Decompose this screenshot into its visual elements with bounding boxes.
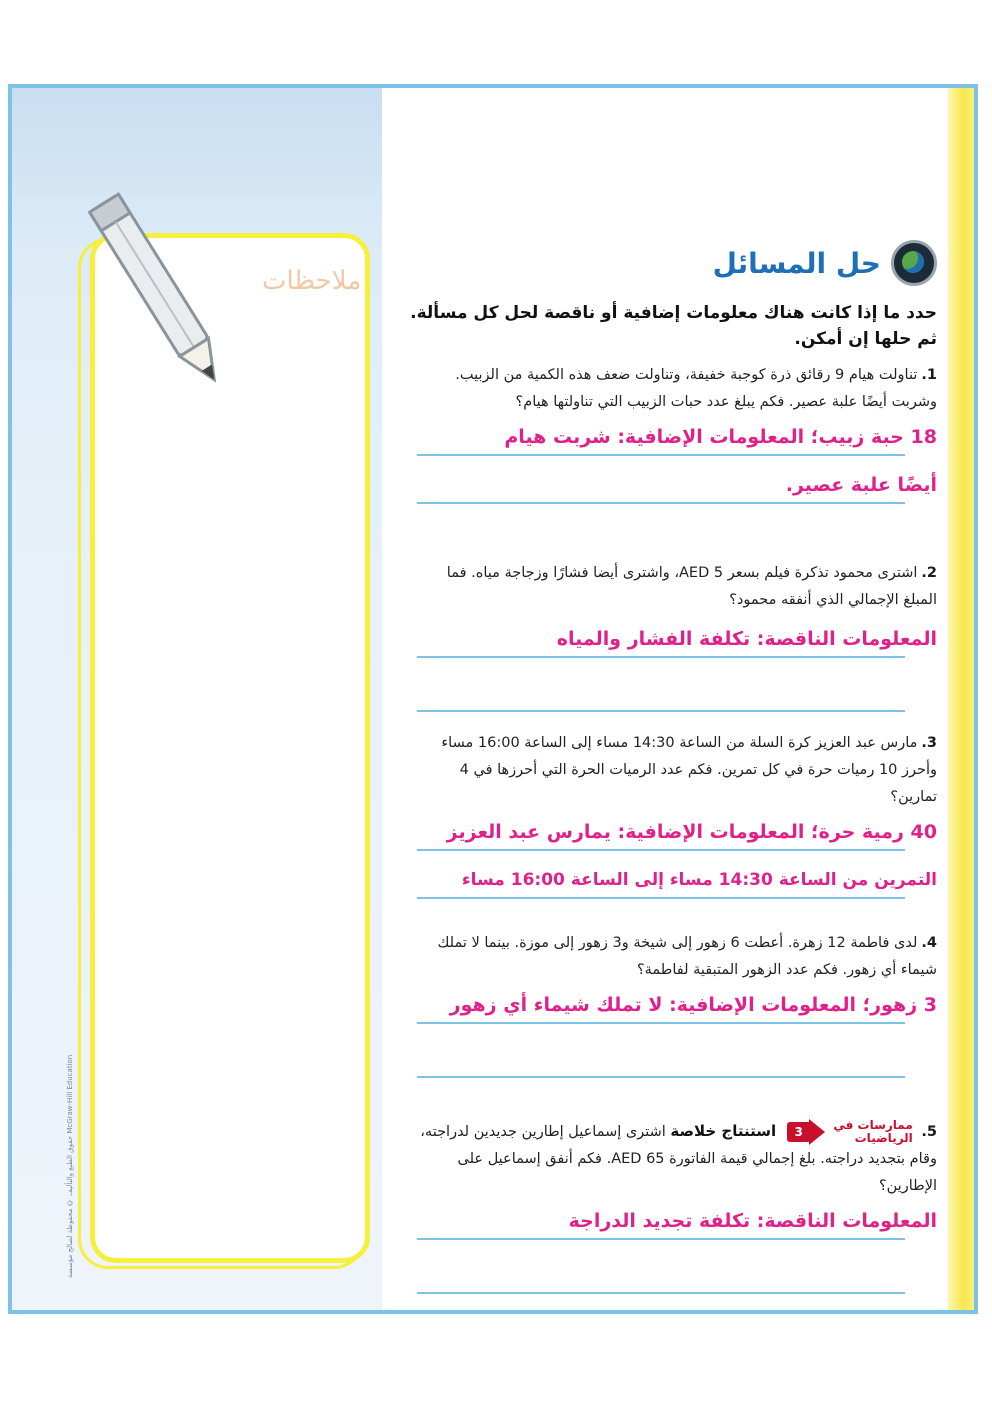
problem-4 — [417, 930, 937, 1078]
answer-line-1: المعلومات الناقصة: تكلفة تجديد الدراجة — [417, 1206, 937, 1240]
page-frame — [8, 84, 978, 1314]
math-practice-label: ممارسات في الرياضيات — [833, 1118, 913, 1145]
skill-label: استنتاج خلاصة — [670, 1122, 777, 1140]
answer-line-1: المعلومات الناقصة: تكلفة الفشار والمياه — [417, 624, 937, 658]
answer-line-1: 40 رمية حرة؛ المعلومات الإضافية: يمارس عبد العزيز — [417, 817, 937, 851]
answer-line-2 — [417, 1246, 937, 1294]
section-instruction: حدد ما إذا كانت هناك معلومات إضافية أو ناقصة لحل كل مسألة. ثم حلها إن أمكن. — [410, 303, 937, 349]
pencil-icon — [82, 168, 232, 408]
answer-line-1: 18 حبة زبيب؛ المعلومات الإضافية: شربت هيام — [417, 422, 937, 456]
problem-question: 1.تناولت هيام 9 رقائق ذرة كوجبة خفيفة، وتناولت ضعف هذه الكمية من الزبيب. وشربت أيضًا علبة عصير. فكم يبلغ عدد حبات الزبيب التي تناولتها هيام؟ — [455, 367, 937, 410]
right-decorative-strip — [948, 88, 974, 1314]
answer-line-2 — [417, 664, 937, 712]
section-header — [713, 238, 937, 288]
problem-question: 2.اشترى محمود تذكرة فيلم بسعر 5 AED، واشترى أيضا فشارًا وزجاجة مياه. فما المبلغ الإجمالي الذي أنفقه محمود؟ — [446, 565, 937, 608]
arrow-badge-icon: 3 — [785, 1119, 825, 1145]
problem-question: 4.لدى فاطمة 12 زهرة. أعطت 6 زهور إلى شيخة و3 زهور إلى موزة. بينما لا تملك شيماء أي زهور. فكم عدد الزهور المتبقية لفاطمة؟ — [437, 935, 937, 978]
answer-line-2 — [417, 1030, 937, 1078]
answer-line-2: التمرين من الساعة 14:30 مساء إلى الساعة 16:00 مساء — [417, 865, 937, 899]
problem-3 — [417, 730, 937, 899]
problem-question: 3.مارس عبد العزيز كرة السلة من الساعة 14:30 مساء إلى الساعة 16:00 مساء وأحرز 10 رميات حرة في كل تمرين. فكم عدد الرميات الحرة التي أحرزها في 4 تمارين؟ — [441, 735, 937, 805]
section-title: حل المسائل — [712, 246, 881, 280]
copyright-credit: حقوق الطبع والتأليف © محفوظة لصالح مؤسسة McGraw-Hill Education — [66, 1054, 74, 1278]
problem-1 — [417, 362, 937, 504]
problem-5 — [417, 1118, 937, 1294]
notes-label: ملاحظات — [262, 266, 362, 296]
globe-icon — [891, 240, 937, 286]
answer-line-2: أيضًا علبة عصير. — [417, 470, 937, 504]
problem-2 — [417, 560, 937, 712]
answer-line-1: 3 زهور؛ المعلومات الإضافية: لا تملك شيماء أي زهور — [417, 990, 937, 1024]
problem-question: 5. ممارسات في الرياضيات 3 استنتاج خلاصة اشترى إسماعيل إطارين جديدين لدراجته، وقام بتجديد دراجته. بلغ إجمالي قيمة الفاتورة 65 AED. فكم أنفق إسماعيل على الإطارين؟ — [420, 1118, 937, 1194]
